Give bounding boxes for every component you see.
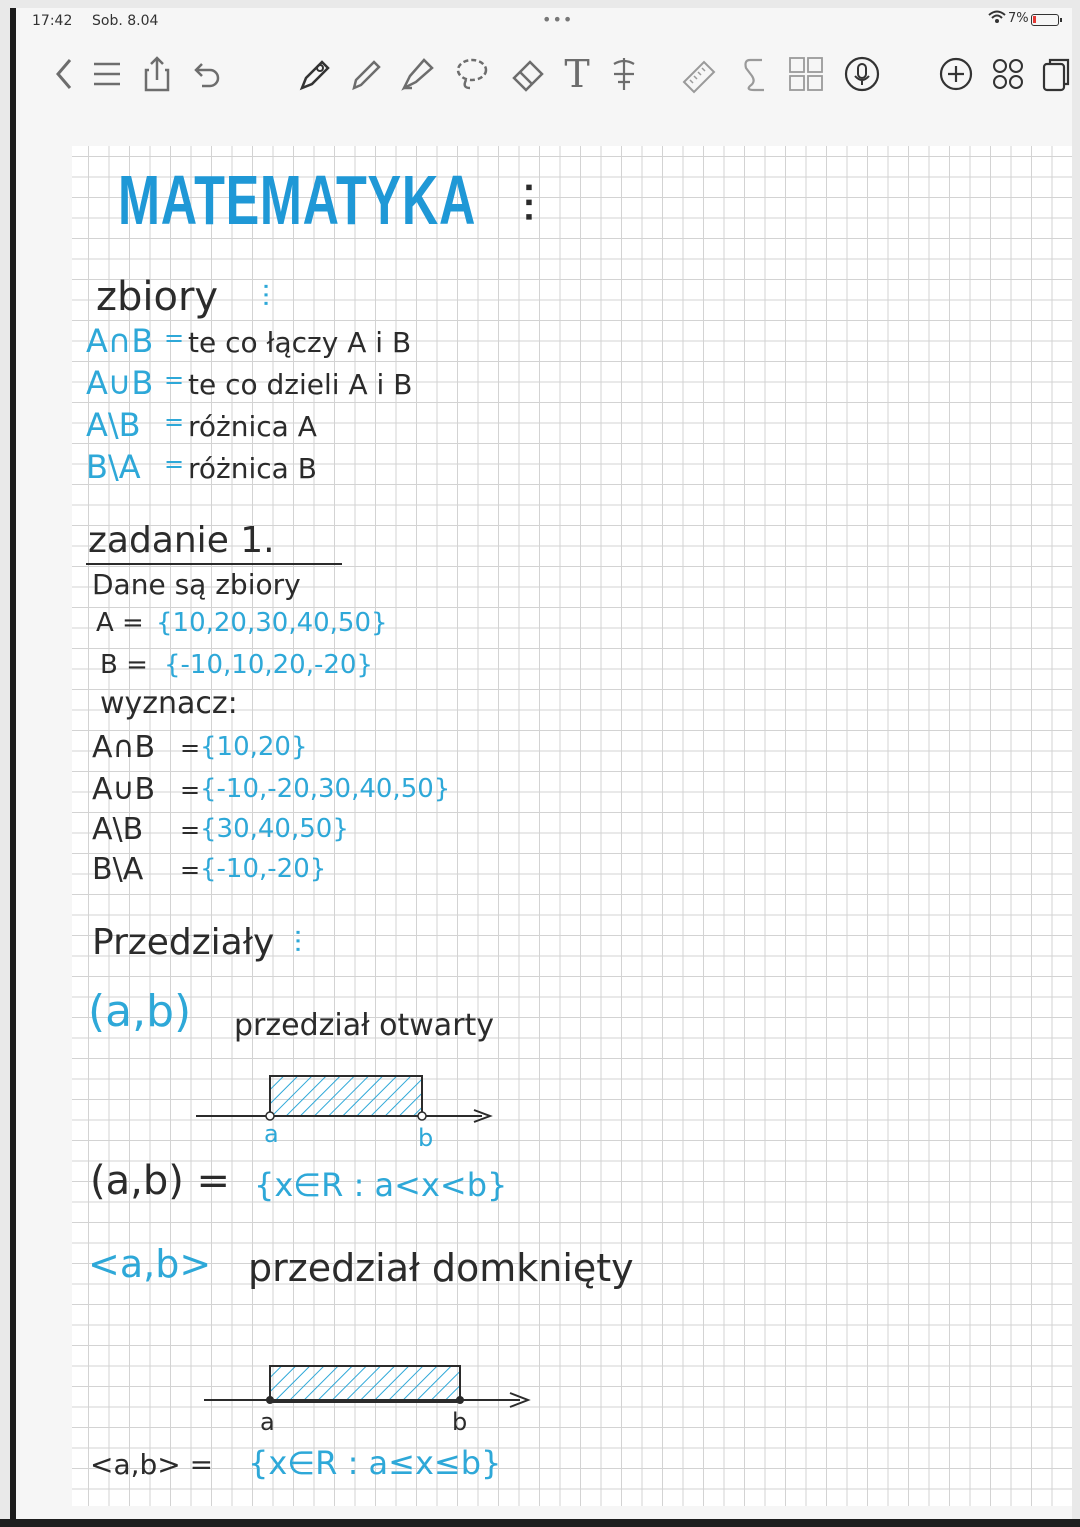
set-eq: =: [164, 408, 185, 436]
battery-percent: 7%: [1008, 11, 1029, 26]
intervals-heading: Przedziały: [92, 922, 275, 963]
open-interval-notation: (a,b): [88, 986, 192, 1037]
task-given: Dane są zbiory: [92, 568, 301, 601]
task-determine: wyznacz:: [100, 686, 238, 721]
open-interval-shade: [270, 1076, 422, 1116]
microphone-icon[interactable]: [842, 54, 880, 94]
ruler-icon[interactable]: [680, 54, 718, 94]
toolbar: [16, 48, 1072, 108]
closed-interval-notation: <a,b>: [88, 1242, 212, 1286]
open-interval-diagram: [192, 1068, 502, 1128]
intervals-heading-mark: ⫶: [294, 926, 302, 961]
open-endpoint-b: [418, 1112, 426, 1120]
open-endpoint-a: [266, 1112, 274, 1120]
page-title: MATEMATYKA: [118, 161, 477, 239]
status-bar: [16, 8, 1072, 34]
closed-def-right: {x∈R : a≤x≤b}: [248, 1444, 502, 1482]
grid-icon[interactable]: [988, 54, 1026, 94]
notebook-page[interactable]: [72, 146, 1072, 1506]
result-label: A∩B: [92, 730, 156, 765]
closed-endpoint-a: [266, 1396, 274, 1404]
title-mark: ⫶: [522, 176, 536, 236]
add-icon[interactable]: [936, 54, 974, 94]
result-value: {-10,-20,30,40,50}: [200, 774, 451, 804]
set-eq: =: [164, 450, 185, 478]
closed-def-left: <a,b> =: [90, 1448, 214, 1481]
result-eq: =: [180, 776, 201, 804]
sets-heading: zbiory: [96, 274, 219, 320]
open-def-right: {x∈R : a<x<b}: [254, 1166, 508, 1204]
set-text: te co dzieli A i B: [188, 368, 413, 401]
closed-tick-b: b: [452, 1408, 468, 1436]
image-icon[interactable]: [786, 54, 824, 94]
open-interval-name: przedział otwarty: [234, 1008, 495, 1043]
result-eq: =: [180, 734, 201, 762]
app-window: [10, 8, 1072, 1520]
wifi-icon: [988, 9, 1006, 29]
closed-interval-name: przedział domknięty: [248, 1246, 634, 1290]
set-a-value: {10,20,30,40,50}: [156, 608, 388, 638]
share-icon[interactable]: [138, 54, 176, 94]
result-value: {30,40,50}: [200, 814, 349, 844]
result-label: B\A: [92, 852, 144, 887]
battery-icon: [1031, 14, 1059, 26]
set-eq: =: [164, 366, 185, 394]
open-tick-b: b: [418, 1124, 434, 1152]
set-text: te co łączy A i B: [188, 326, 412, 359]
pencil-icon[interactable]: [346, 54, 384, 94]
set-b-value: {-10,10,20,-20}: [164, 650, 373, 680]
result-eq: =: [180, 816, 201, 844]
lasso-icon[interactable]: [452, 54, 490, 94]
set-a-label: A =: [96, 608, 144, 638]
result-value: {-10,-20}: [200, 854, 327, 884]
set-text: różnica A: [188, 410, 317, 443]
set-eq: =: [164, 324, 185, 352]
result-label: A\B: [92, 812, 144, 847]
set-symbol: B\A: [86, 448, 141, 486]
set-symbol: A∩B: [86, 322, 154, 360]
eraser-icon[interactable]: [508, 54, 546, 94]
multitask-dots[interactable]: •••: [542, 10, 574, 29]
set-b-label: B =: [100, 650, 148, 680]
closed-tick-a: a: [260, 1408, 275, 1436]
pen-icon[interactable]: [294, 54, 332, 94]
shape-icon[interactable]: [604, 54, 642, 94]
undo-icon[interactable]: [188, 54, 226, 94]
set-symbol: A\B: [86, 406, 141, 444]
elements-icon[interactable]: [736, 54, 774, 94]
device-bezel: [0, 1519, 1080, 1527]
task-heading: zadanie 1.: [88, 520, 275, 561]
status-date: Sob. 8.04: [92, 13, 159, 29]
set-symbol: A∪B: [86, 364, 154, 402]
closed-interval-diagram: [200, 1362, 540, 1422]
highlighter-icon[interactable]: [398, 54, 436, 94]
menu-icon[interactable]: [88, 54, 126, 94]
sets-heading-mark: ⫶: [262, 280, 270, 315]
closed-endpoint-b: [456, 1396, 464, 1404]
open-def-left: (a,b) =: [90, 1158, 231, 1204]
text-icon[interactable]: T: [564, 52, 590, 96]
pages-icon[interactable]: [1036, 54, 1072, 94]
open-tick-a: a: [264, 1120, 279, 1148]
set-text: różnica B: [188, 452, 317, 485]
result-value: {10,20}: [200, 732, 308, 762]
closed-interval-shade: [270, 1366, 460, 1402]
result-label: A∪B: [92, 772, 156, 807]
result-eq: =: [180, 856, 201, 884]
status-time: 17:42: [32, 13, 73, 29]
back-icon[interactable]: [46, 54, 84, 94]
task-heading-underline: [86, 563, 342, 565]
